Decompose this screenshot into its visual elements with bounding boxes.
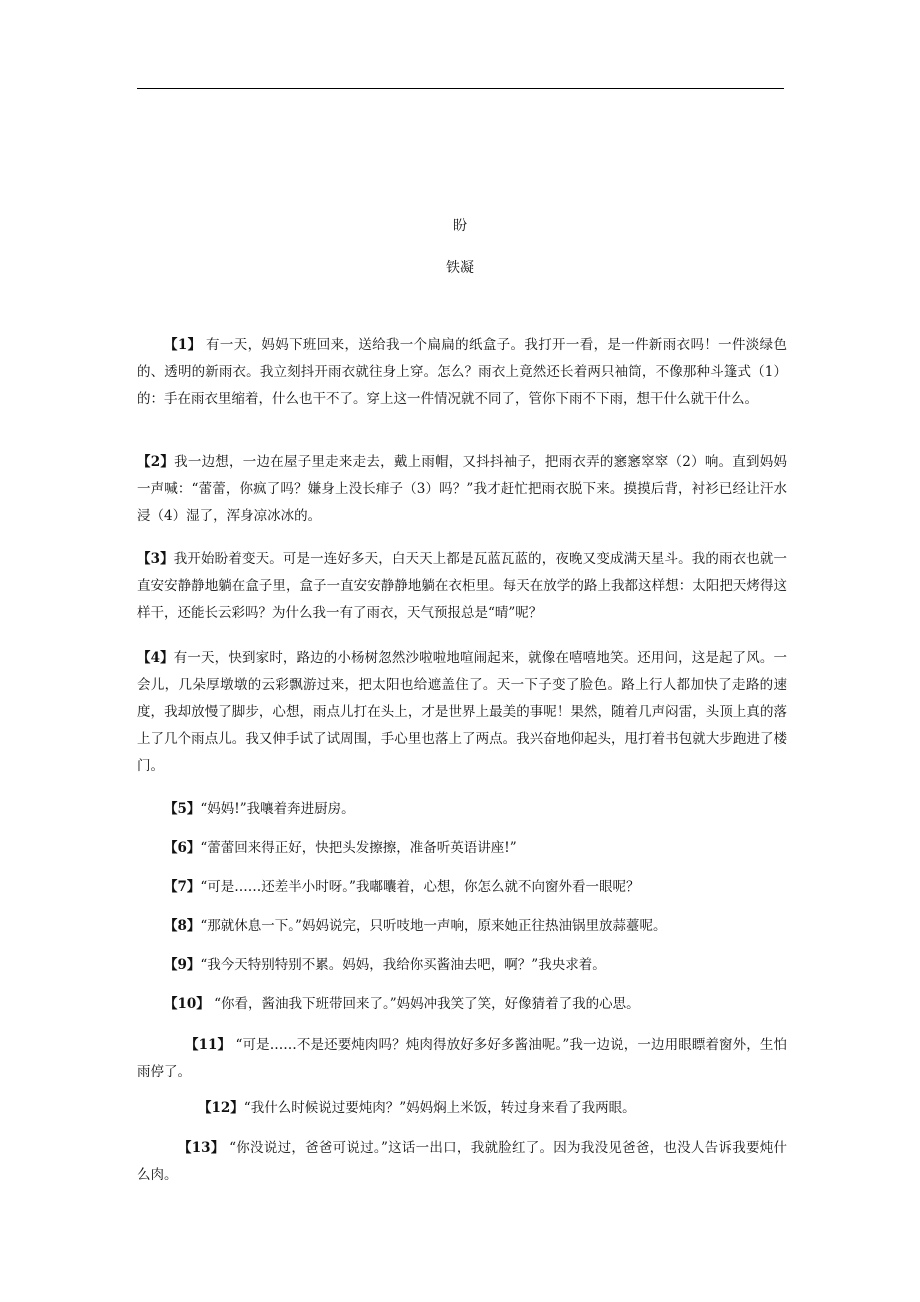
paragraph-text: “你看，酱油我下班带回来了。”妈妈冲我笑了笑，好像猜着了我的心思。 <box>209 996 640 1012</box>
paragraph-text: “可是……不是还要炖肉吗？炖肉得放好多好多酱油呢。”我一边说，一边用眼瞟着窗外，生怕雨停了。 <box>137 1037 787 1080</box>
paragraph-13 <box>137 1135 787 1189</box>
paragraph-text: “蕾蕾回来得正好，快把头发擦擦，准备听英语讲座!” <box>200 840 517 856</box>
paragraph-text: 我一边想，一边在屋子里走来走去，戴上雨帽，又抖抖袖子，把雨衣弄的窸窸窣窣（2）响。直到妈妈一声喊：“蕾蕾，你疯了吗？嫌身上没长痱子（3）吗？”我才赶忙把雨衣脱下来。摸摸后背，衬衫已经让汗水浸（4）湿了，浑身凉冰冰的。 <box>137 454 787 524</box>
paragraph-number: 【3】 <box>137 551 174 567</box>
article-title: 盼 <box>453 218 467 234</box>
paragraph-2 <box>137 449 787 530</box>
paragraph-number: 【10】 <box>164 996 210 1012</box>
paragraph-number: 【7】 <box>164 879 201 895</box>
paragraph-text: “妈妈!”我嚷着奔进厨房。 <box>200 801 355 817</box>
paragraph-text: 有一天，快到家时，路边的小杨树忽然沙啦啦地喧闹起来，就像在嘻嘻地笑。还用问，这是起了风。一会儿，几朵厚墩墩的云彩飘游过来，把太阳也给遮盖住了。天一下子变了脸色。路上行人都加快了走路的速度，我却放慢了脚步，心想，雨点儿打在头上，才是世界上最美的事呢！果然，随着几声闷雷，头顶上真的落上了几个雨点儿。我又伸手试了试周围，手心里也落上了两点。我兴奋地仰起头，甩打着书包就大步跑进了楼门。 <box>137 650 788 774</box>
paragraph-11 <box>137 1032 787 1086</box>
paragraph-3 <box>137 546 787 627</box>
paragraph-1 <box>137 332 787 413</box>
paragraph-text: “我今天特别特别不累。妈妈，我给你买酱油去吧，啊？”我央求着。 <box>200 957 606 973</box>
paragraph-number: 【8】 <box>164 918 201 934</box>
paragraph-number: 【12】 <box>198 1100 244 1116</box>
paragraph-number: 【5】 <box>164 801 201 817</box>
paragraph-text: 有一天，妈妈下班回来，送给我一个扁扁的纸盒子。我打开一看，是一件新雨衣吗！一件淡绿色的、透明的新雨衣。我立刻抖开雨衣就往身上穿。怎么？雨衣上竟然还长着两只袖筒，不像那种斗篷式（1）的：手在雨衣里缩着，什么也干不了。穿上这一件情况就不同了，管你下雨不下雨，想干什么就干什么。 <box>137 337 787 407</box>
paragraph-text: “我什么时候说过要炖肉？”妈妈焖上米饭，转过身来看了我两眼。 <box>243 1100 636 1116</box>
paragraph-12 <box>137 1095 787 1122</box>
paragraph-number: 【11】 <box>185 1037 232 1053</box>
paragraph-number: 【6】 <box>164 840 201 856</box>
paragraph-text: “那就休息一下。”妈妈说完，只听吱地一声响，原来她正往热油锅里放蒜薹呢。 <box>200 918 667 934</box>
paragraph-number: 【2】 <box>137 454 175 470</box>
paragraph-9 <box>137 952 787 979</box>
paragraph-7 <box>137 874 787 901</box>
paragraph-text: “可是……还差半小时呀。”我嘟囔着，心想，你怎么就不向窗外看一眼呢？ <box>200 879 640 895</box>
paragraph-number: 【4】 <box>137 650 174 666</box>
paragraph-4 <box>137 645 787 780</box>
paragraph-number: 【1】 <box>164 337 202 353</box>
paragraph-10 <box>137 991 787 1018</box>
paragraph-8 <box>137 913 787 940</box>
paragraph-number: 【9】 <box>164 957 201 973</box>
paragraph-5 <box>137 796 787 823</box>
article-author: 铁凝 <box>446 260 474 276</box>
paragraph-6 <box>137 835 787 862</box>
paragraph-text: 我开始盼着变天。可是一连好多天，白天天上都是瓦蓝瓦蓝的，夜晚又变成满天星斗。我的雨衣也就一直安安静静地躺在盒子里，盒子一直安安静静地躺在衣柜里。每天在放学的路上我都这样想：太阳把天烤得这样干，还能长云彩吗？为什么我一有了雨衣，天气预报总是“晴”呢？ <box>137 551 788 621</box>
paragraph-number: 【13】 <box>178 1140 225 1156</box>
header-rule <box>137 88 784 89</box>
paragraph-text: “你没说过，爸爸可说过。”这话一出口，我就脸红了。因为我没见爸爸，也没人告诉我要炖什么肉。 <box>137 1140 787 1183</box>
